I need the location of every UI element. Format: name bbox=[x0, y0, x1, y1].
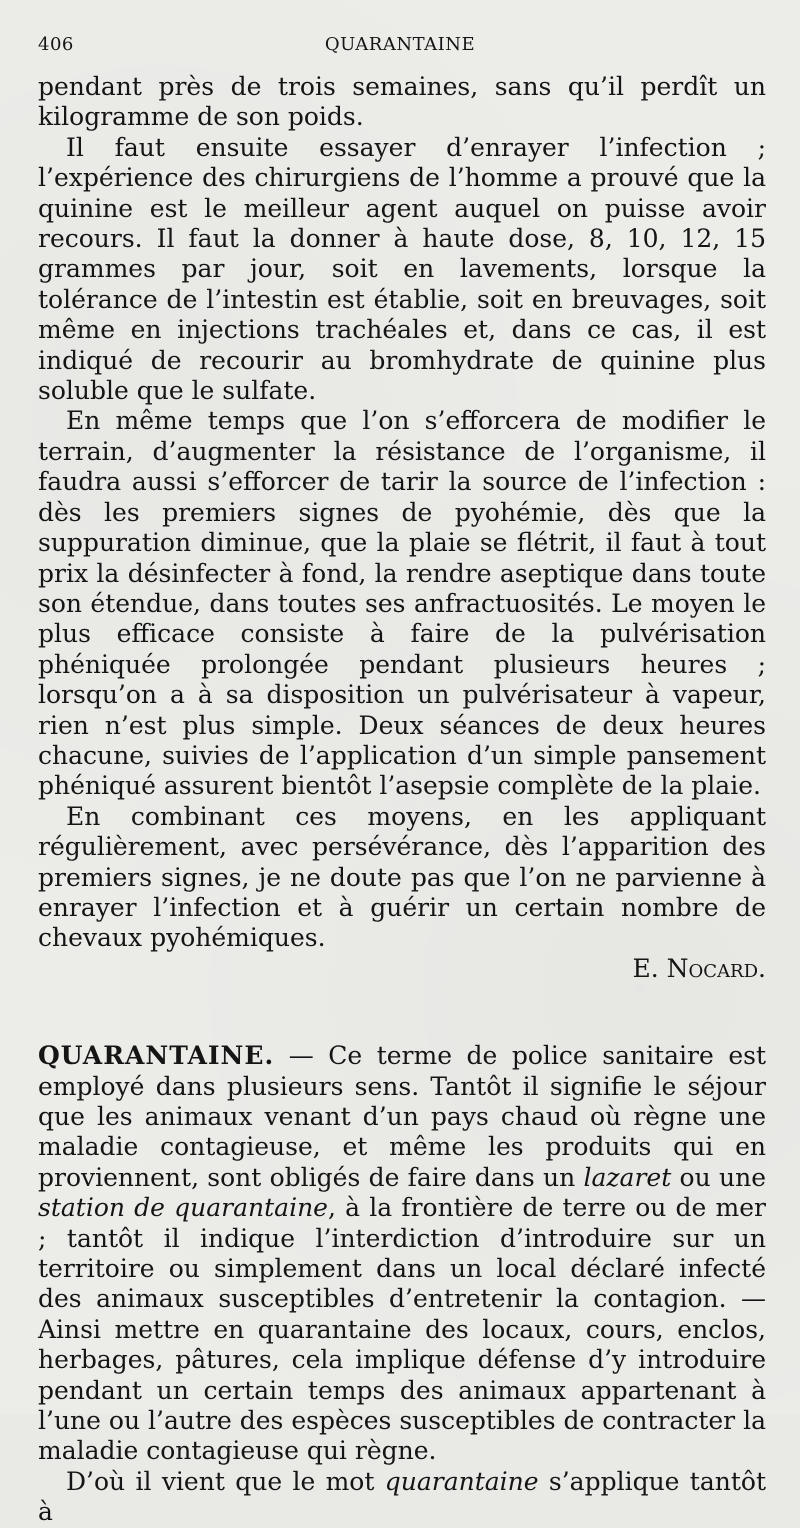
running-title: QUARANTAINE bbox=[324, 34, 476, 55]
paragraph-text: D’où il vient que le mot bbox=[66, 1466, 385, 1496]
paragraph: Il faut ensuite essayer d’enrayer l’infection ; l’expérience des chirurgiens de l’homme a prouvé que la quinine est le meilleur agent auquel on puisse avoir recours. Il faut la donner à haute dose, 8, 10, 12, 15 grammes par jour, soit en lavements, lorsque la tolérance de l’intestin est établie, soit en breuvages, soit même en injections trachéales et, dans ce cas, il est indiqué de recourir au bromhydrate de quinine plus soluble que le sulfate. bbox=[38, 132, 766, 406]
page-number: 406 bbox=[38, 34, 74, 55]
paragraph-italic-text: quarantaine bbox=[384, 1466, 539, 1496]
paragraph: pendant près de trois semaines, sans qu’il perdît un kilogramme de son poids. bbox=[38, 72, 766, 132]
page-body bbox=[38, 72, 766, 1528]
entry-italic-text: lazaret bbox=[583, 1162, 672, 1192]
paragraph-text: s’applique tantôt à bbox=[38, 1466, 767, 1527]
page-header bbox=[38, 34, 762, 62]
entry-text: — Ce terme de police sanitaire est employé dans plusieurs sens. Tantôt il signifie le séjour que les animaux venant d’un pays chaud où règne une maladie contagieuse, et même les produits qui en proviennent, sont obligés de faire dans un bbox=[38, 1041, 766, 1192]
signature: E. Nocard. bbox=[632, 953, 766, 983]
paragraph: En même temps que l’on s’efforcera de modifier le terrain, d’augmenter la résistance de l’organisme, il faudra aussi s’efforcer de tarir la source de l’infection : dès les premiers signes de pyohémie, dès que la suppuration diminue, que la plaie se flétrit, il faut à tout prix la désinfecter à fond, la rendre aseptique dans toute son étendue, dans toutes ses anfractuosités. Le moyen le plus efficace consiste à faire de la pulvérisation phéniquée prolongée pendant plusieurs heures ; lorsqu’on a à sa disposition un pulvérisateur à vapeur, rien n’est plus simple. Deux séances de deux heures chacune, suivies de l’application d’un simple pansement phéniqué assurent bientôt l’asepsie complète de la plaie. bbox=[38, 406, 766, 801]
entry-text: ou une bbox=[671, 1162, 766, 1192]
entry-heading: QUARANTAINE. bbox=[38, 1041, 275, 1071]
paragraph: En combinant ces moyens, en les appliquant régulièrement, avec persévérance, dès l’apparition des premiers signes, je ne doute pas que l’on ne parvienne à enrayer l’infection et à guérir un certain nombre de chevaux pyohémiques. bbox=[38, 801, 766, 953]
entry-italic-text: station de quarantaine bbox=[38, 1193, 328, 1223]
entry-text: , à la frontière de terre ou de mer ; tantôt il indique l’interdiction d’introduire sur un territoire ou simplement dans un local déclaré infecté des animaux susceptibles d’entretenir la contagion. — Ainsi mettre en quarantaine des locaux, cours, enclos, herbages, pâtures, cela implique défense d’y introduire pendant un certain temps des animaux appartenant à l’une ou l’autre des espèces susceptibles de contracter la maladie contagieuse qui règne. bbox=[38, 1193, 766, 1466]
paragraph bbox=[38, 1467, 766, 1528]
dictionary-entry bbox=[38, 1041, 766, 1467]
